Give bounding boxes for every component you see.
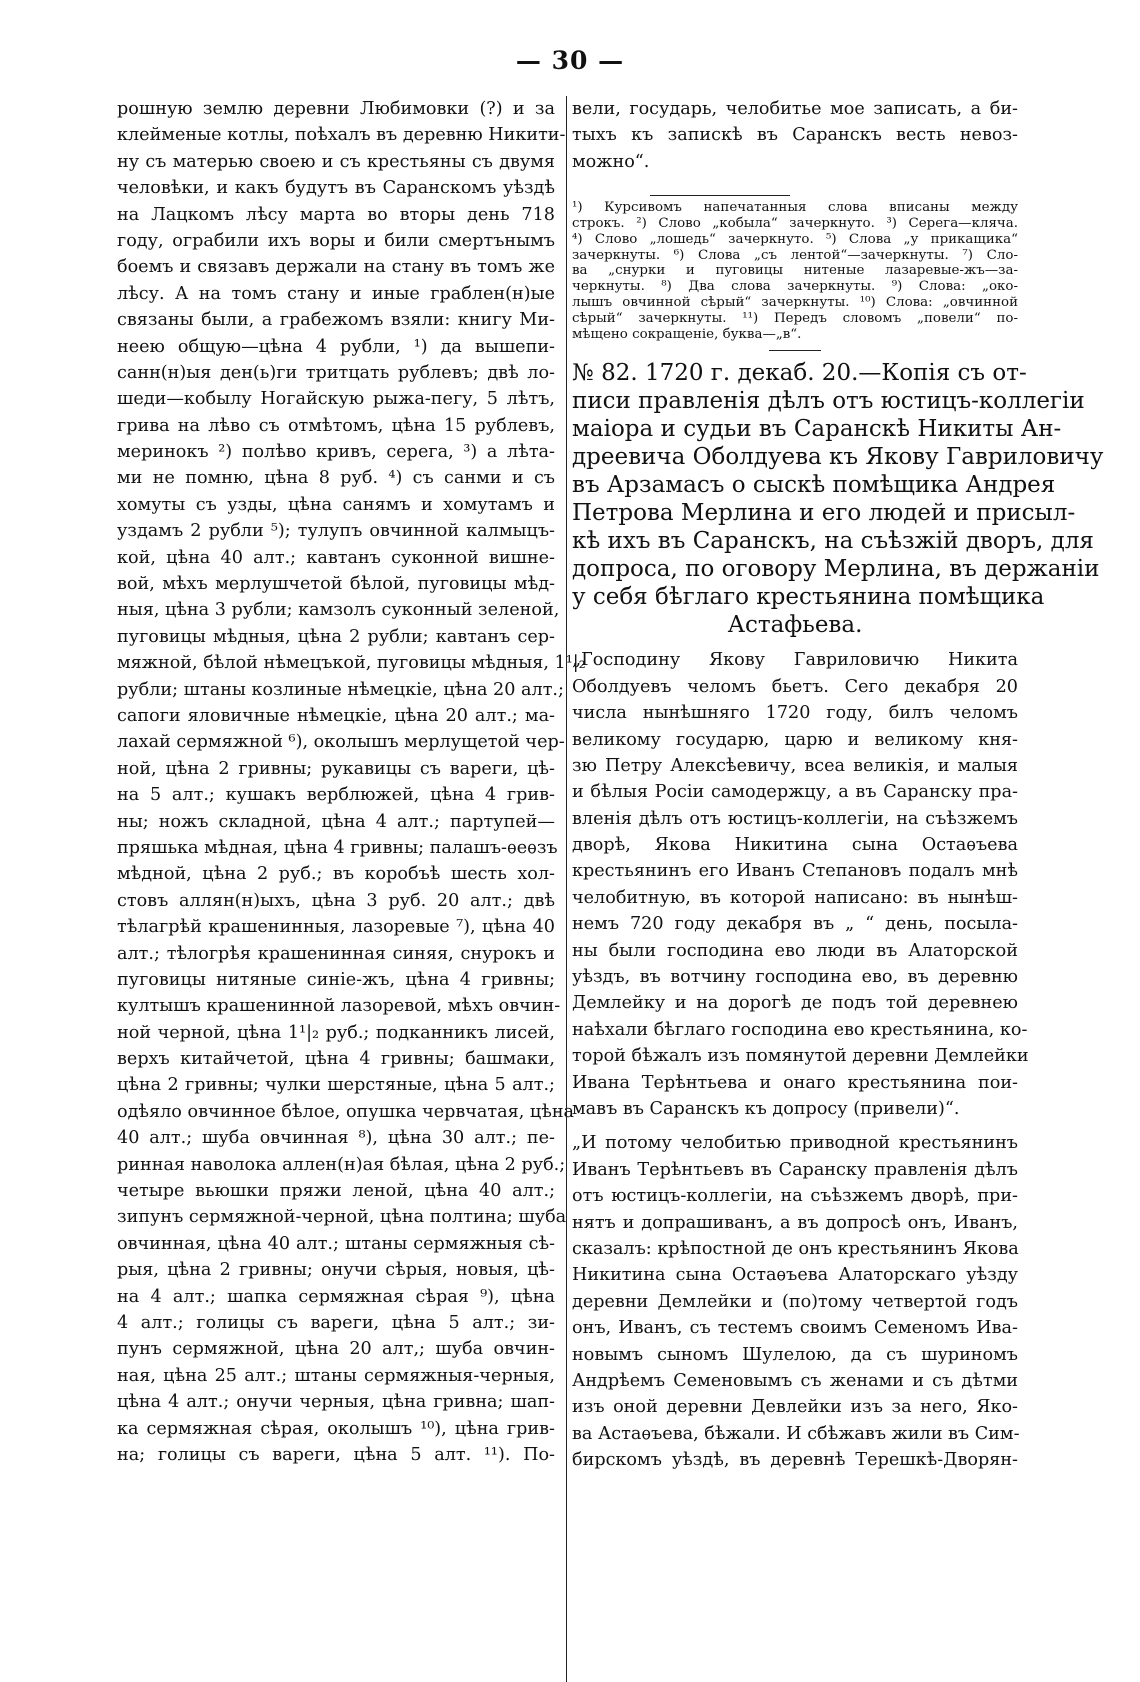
column-divider: [566, 96, 567, 1682]
text-line: пунъ сермяжной, цѣна 20 алт,; шуба овчин-: [117, 1339, 555, 1360]
footnotes: [572, 200, 1018, 342]
text-line: одѣяло овчинное бѣлое, опушка червчатая, цѣна: [117, 1101, 575, 1122]
text-line: мавъ въ Саранскъ къ допросу (привели)“.: [572, 1098, 960, 1119]
footnote-line: строкъ. ²) Слово „кобыла“ зачеркнуто. ³) Серега—кляча.: [572, 215, 1018, 231]
text-line: ринная наволока аллен(н)ая бѣлая, цѣна 2 руб.;: [117, 1154, 566, 1175]
text-line: 40 алт.; шуба овчинная ⁸), цѣна 30 алт.; пе-: [117, 1128, 555, 1149]
footnote-line: ⁴) Слово „лошедь“ зачеркнуто. ⁵) Слова „у прикащика“: [572, 231, 1018, 247]
text-line: зю Петру Алексѣевичу, всеа великiя, и малыя: [572, 755, 1018, 776]
text-line: лахай сермяжной ⁶), околышъ мерлущетой чер-: [117, 732, 565, 753]
text-line: верхъ китайчетой, цѣна 4 гривны; башмаки,: [117, 1049, 555, 1070]
text-line: великому государю, царю и великому кня-: [572, 729, 1018, 750]
text-line: грива на лѣво съ отмѣтомъ, цѣна 15 рублевъ,: [117, 415, 555, 436]
text-line: году, ограбили ихъ воры и били смертънымъ: [117, 230, 555, 251]
text-line: отъ юстицъ-коллегiи, на съѣзжемъ дворѣ, при-: [572, 1186, 1018, 1207]
text-line: рошную землю деревни Любимовки (?) и за: [117, 99, 555, 119]
text-line: вленiя дѣлъ отъ юстицъ-коллегiи, на съѣзжемъ: [572, 808, 1018, 829]
text-line: сказалъ: крѣпостной де онъ крестьянинъ Якова: [572, 1238, 1019, 1259]
text-line: шеди—кобылу Ногайскую рыжа-пегу, 5 лѣтъ,: [117, 389, 555, 410]
section-separator: [769, 350, 821, 351]
text-line: крестьянинъ его Иванъ Степановъ подалъ мнѣ: [572, 861, 1018, 882]
document-header: [572, 359, 1104, 639]
left-column: [117, 96, 586, 1468]
text-line: уѣздъ, въ вотчину господина ево, въ деревню: [572, 967, 1018, 988]
text-line: Оболдуевъ челомъ бьетъ. Сего декабря 20: [572, 676, 1018, 697]
text-line: стовъ аллян(н)ыхъ, цѣна 3 руб. 20 алт.; двѣ: [117, 890, 555, 911]
text-line: числа нынѣшняго 1720 году, билъ челомъ: [572, 703, 1018, 724]
footnote-line: черкнуты. ⁸) Два слова зачеркнуты. ⁹) Слова: „око-: [572, 279, 1018, 295]
text-line: четыре вьюшки пряжи леной, цѣна 40 алт.;: [117, 1181, 555, 1202]
text-line: ну съ матерью своею и съ крестьяны съ двумя: [117, 151, 555, 172]
text-line: мѣдной, цѣна 2 руб.; въ коробъѣ шесть хол-: [117, 864, 555, 885]
text-line: наѣхали бѣглаго господина ево крестьянина, ко-: [572, 1019, 1028, 1040]
text-line: на Лацкомъ лѣсу марта во вторы день 718: [117, 204, 555, 225]
text-line: ка сермяжная сѣрая, околышъ ¹⁰), цѣна грив-: [117, 1418, 555, 1439]
text-line: пуговицы мѣдныя, цѣна 2 рубли; кавтанъ сер-: [117, 626, 555, 647]
text-line: цѣна 4 алт.; онучи черныя, цѣна гривна; шап-: [117, 1392, 555, 1413]
text-line: новымъ сыномъ Шулелою, да съ шуриномъ: [572, 1344, 1018, 1365]
text-line: на 5 алт.; кушакъ верблюжей, цѣна 4 грив-: [117, 785, 555, 806]
text-line: можно“.: [572, 151, 650, 172]
text-line: тыхъ къ запискѣ въ Саранскъ весть невоз-: [572, 125, 1018, 146]
text-line: цѣна 2 гривны; чулки шерстяные, цѣна 5 алт.;: [117, 1075, 555, 1096]
text-line: Демлейку и на дорогѣ де подъ той деревнею: [572, 993, 1018, 1014]
text-line: на; голицы съ вареги, цѣна 5 алт. ¹¹). По-: [117, 1444, 555, 1465]
text-line: пуговицы нитяные синiе-жъ, цѣна 4 гривны;: [117, 969, 555, 990]
text-line: торой бѣжалъ изъ помянутой деревни Демлейки: [572, 1046, 1029, 1067]
paragraph-gap: [572, 1122, 1018, 1130]
header-line: дреевича Оболдуева къ Якову Гавриловичу: [572, 444, 1104, 471]
text-line: хомуты съ узды, цѣна санямъ и хомутамъ и: [117, 494, 555, 515]
text-line: рубли; штаны козлиные нѣмецкiе, цѣна 20 алт.;: [117, 679, 564, 700]
text-line: связаны были, а грабежомъ взяли: книгу Ми-: [117, 310, 555, 331]
footnote-line: мѣщено сокращенiе, буква—„в“.: [572, 326, 802, 342]
text-line: боемъ и связавъ держали на стану въ томъ же: [117, 257, 555, 278]
text-line: челобитную, въ которой написано: въ нынѣш-: [572, 887, 1018, 908]
text-line: мяжной, бѣлой нѣмецъкой, пуговицы мѣдныя, 1¹|₂: [117, 653, 586, 674]
header-line: Петрова Мерлина и его людей и присыл-: [572, 500, 1076, 527]
text-line: человѣки, и какъ будутъ въ Саранскомъ уѣздѣ: [117, 178, 555, 199]
text-line: 4 алт.; голицы съ вареги, цѣна 5 алт.; зи-: [117, 1312, 555, 1333]
letter-paragraph-1: [572, 647, 1029, 1122]
text-line: Никитина сына Остаѳъева Алаторскаго уѣзду: [572, 1265, 1018, 1286]
text-line: ны были господина ево люди въ Алаторской: [572, 940, 1018, 961]
header-line: у себя бѣглаго крестьянина помѣщика: [572, 584, 1045, 611]
text-line: ная, цѣна 25 алт.; штаны сермяжныя-черныя,: [117, 1365, 555, 1386]
text-line: рыя, цѣна 2 гривны; онучи сѣрыя, новыя, цѣ-: [117, 1260, 555, 1281]
text-line: алт.; тѣлогрѣя крашенинная синяя, снурокъ и: [117, 943, 555, 964]
text-line: ва Астаѳъева, бѣжали. И сбѣжавъ жили въ Сим-: [572, 1423, 1020, 1444]
header-line: писи правленiя дѣлъ отъ юстицъ-коллегiи: [572, 388, 1085, 415]
header-line: Астафьева.: [727, 612, 863, 639]
text-line: изъ оной деревни Девлейки изъ за него, Яко-: [572, 1397, 1018, 1418]
text-line: вой, мѣхъ мерлушчетой бѣлой, пуговицы мѣд-: [117, 574, 555, 595]
text-line: меринокъ ²) полѣво кривъ, серега, ³) а лѣта-: [117, 442, 555, 463]
text-line: култышъ крашенинной лазоревой, мѣхъ овчин-: [117, 996, 561, 1017]
text-line: нятъ и допрашиванъ, а въ допросѣ онъ, Иванъ,: [572, 1212, 1018, 1233]
text-line: онъ, Иванъ, съ тестемъ своимъ Семеномъ Ива-: [572, 1318, 1018, 1339]
footnote-rule: [650, 195, 790, 196]
text-line: Иванъ Терѣнтьевъ въ Саранску правленiя дѣлъ: [572, 1159, 1018, 1180]
right-column: [572, 96, 1104, 1473]
text-line: лѣсу. А на томъ стану и иные граблен(н)ые: [117, 283, 555, 304]
header-line: маiора и судьи въ Саранскѣ Никиты Ан-: [572, 416, 1062, 443]
text-line: „Господину Якову Гавриловичю Никита: [572, 650, 1018, 671]
letter-paragraph-2: [572, 1130, 1018, 1473]
text-line: Андрѣемъ Семеновымъ съ женами и съ дѣтми: [572, 1370, 1018, 1391]
text-line: санн(н)ыя ден(ь)ги тритцать рублевъ; двѣ ло-: [117, 362, 555, 383]
continued-text: [572, 96, 1018, 175]
header-line: въ Арзамасъ о сыскѣ помѣщика Андрея: [572, 472, 1056, 499]
text-line: бирскомъ уѣздѣ, въ деревнѣ Терешкѣ-Дворян-: [572, 1450, 1018, 1471]
text-line: Ивана Терѣнтьева и онаго крестьянина пои-: [572, 1072, 1018, 1093]
text-line: ной черной, цѣна 1¹|₂ руб.; подканникъ лисей,: [117, 1022, 555, 1043]
text-line: и бѣлыя Росiи самодержцу, а въ Саранску пра-: [572, 782, 1018, 803]
header-line: № 82. 1720 г. декаб. 20.—Копiя съ от-: [572, 360, 1027, 387]
footnote-line: сѣрый“ зачеркнуты. ¹¹) Передъ словомъ „повели“ по-: [572, 310, 1018, 326]
text-line: ной, цѣна 2 гривны; рукавицы съ вареги, цѣ-: [117, 758, 555, 779]
text-line: пряшька мѣдная, цѣна 4 гривны; палашъ-ѳеѳзъ: [117, 837, 558, 858]
text-line: уздамъ 2 рубли ⁵); тулупъ овчинной калмыцъ-: [117, 521, 555, 542]
text-line: вели, государь, челобитье мое записать, а би-: [572, 99, 1018, 119]
text-line: ныя, цѣна 3 рубли; камзолъ суконный зеленой,: [117, 600, 560, 621]
text-line: клейменые котлы, поѣхалъ въ деревню Никити-: [117, 125, 566, 146]
text-line: „И потому челобитью приводной крестьянинъ: [572, 1133, 1018, 1154]
text-line: деревни Демлейки и (по)тому четвертой годъ: [572, 1291, 1018, 1312]
footnote-line: ¹) Курсивомъ напечатанныя слова вписаны между: [572, 200, 1018, 216]
paragraph-gap: [572, 639, 1018, 647]
page-number: — 30 —: [515, 46, 625, 75]
header-line: допроса, по оговору Мерлина, въ держанiи: [572, 556, 1100, 583]
text-line: овчинная, цѣна 40 алт.; штаны сермяжныя сѣ-: [117, 1233, 555, 1254]
text-line: неею общую—цѣна 4 рубли, ¹) да вышепи-: [117, 336, 555, 357]
text-line: немъ 720 году декабря въ „ “ день, посыла-: [572, 914, 1018, 935]
footnote-line: зачеркнуты. ⁶) Слова „съ лентой“—зачеркнуты. ⁷) Сло-: [572, 247, 1018, 263]
footnote-line: лышъ овчинной сѣрый“ зачеркнуты. ¹⁰) Слова: „овчинной: [572, 294, 1018, 310]
text-line: кой, цѣна 40 алт.; кавтанъ суконной вишне-: [117, 547, 555, 568]
text-line: дворѣ, Якова Никитина сына Остаѳъева: [572, 835, 1018, 856]
footnote-line: ва „снурки и пуговицы нитеные лазаревые-жъ—за-: [572, 263, 1018, 279]
text-line: сапоги яловичные нѣмецкiе, цѣна 20 алт.; ма-: [117, 705, 555, 726]
text-line: на 4 алт.; шапка сермяжная сѣрая ⁹), цѣна: [117, 1286, 555, 1307]
header-line: кѣ ихъ въ Саранскъ, на съѣзжiй дворъ, для: [572, 528, 1094, 555]
text-line: ми не помню, цѣна 8 руб. ⁴) съ санми и съ: [117, 468, 555, 489]
text-line: зипунъ сермяжной-черной, цѣна полтина; шуба: [117, 1207, 567, 1228]
text-line: тѣлагрѣй крашенинныя, лазоревые ⁷), цѣна 40: [117, 917, 555, 938]
text-line: ны; ножъ складной, цѣна 4 алт.; партупей—: [117, 811, 555, 832]
